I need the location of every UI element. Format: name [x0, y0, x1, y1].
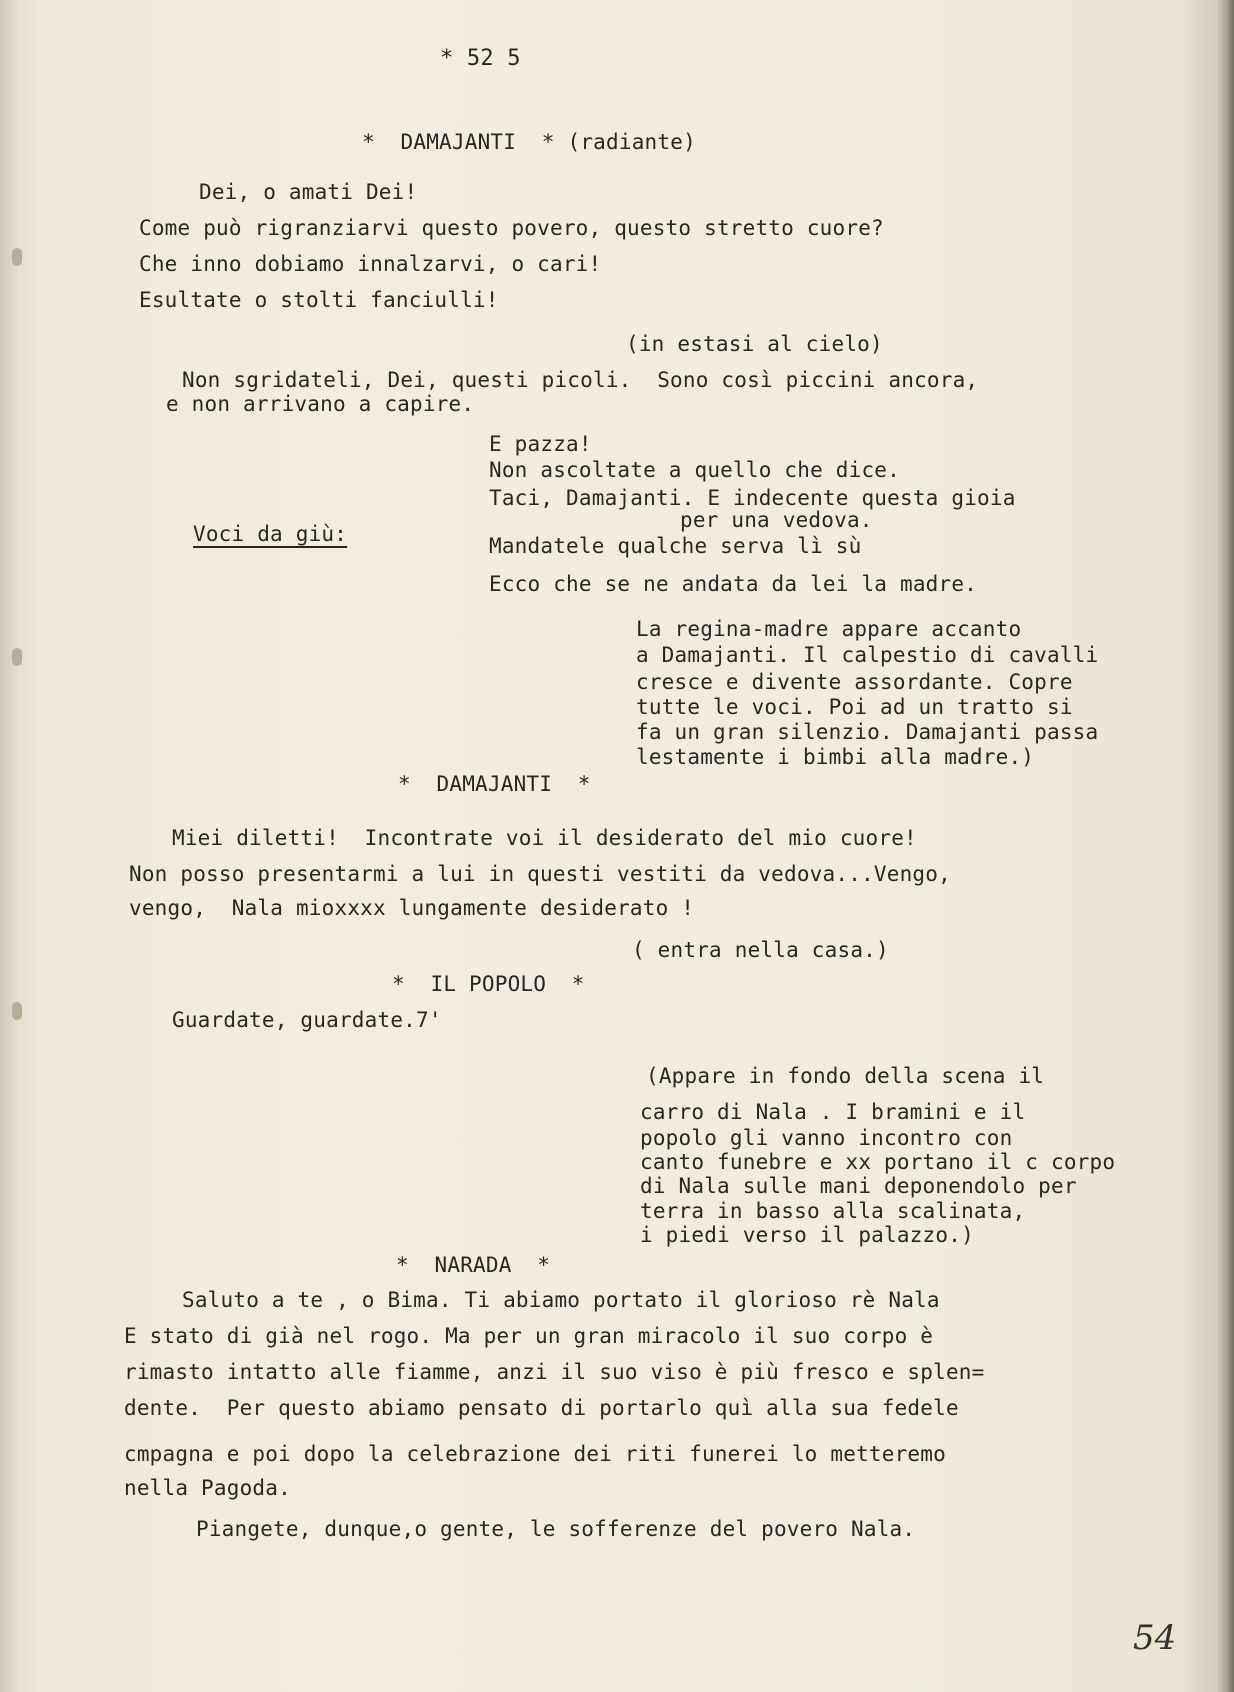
page-number: * 52 5	[440, 46, 521, 71]
dialogue-line: Non sgridateli, Dei, questi picoli. Sono così piccini ancora,	[182, 368, 979, 392]
stage-direction: lestamente i bimbi alla madre.)	[636, 745, 1035, 769]
dialogue-line: e non arrivano a capire.	[166, 392, 475, 416]
dialogue-line: rimasto intatto alle fiamme, anzi il suo viso è più fresco e splen=	[124, 1360, 985, 1384]
stage-direction: (Appare in fondo della scena il	[646, 1064, 1045, 1088]
speaker-heading: * DAMAJANTI * (radiante)	[362, 130, 696, 154]
stage-direction: cresce e divente assordante. Copre	[636, 670, 1073, 694]
speaker-heading: * NARADA *	[396, 1253, 551, 1277]
dialogue-line: Mandatele qualche serva lì sù	[489, 534, 862, 558]
stage-direction: (in estasi al cielo)	[626, 332, 883, 356]
dialogue-line: cmpagna e poi dopo la celebrazione dei riti funerei lo metteremo	[124, 1442, 946, 1466]
dialogue-line: Piangete, dunque,o gente, le sofferenze del povero Nala.	[196, 1517, 916, 1541]
stage-direction: ( entra nella casa.)	[632, 938, 889, 962]
dialogue-line: Che inno dobiamo innalzarvi, o cari!	[139, 252, 602, 276]
dialogue-line: Non posso presentarmi a lui in questi vestiti da vedova...Vengo,	[129, 862, 951, 886]
dialogue-line: Saluto a te , o Bima. Ti abiamo portato il glorioso rè Nala	[182, 1288, 940, 1312]
dialogue-line: Taci, Damajanti. E indecente questa gioia	[489, 486, 1016, 510]
dialogue-line: Non ascoltate a quello che dice.	[489, 458, 900, 482]
dialogue-line: E stato di già nel rogo. Ma per un gran miracolo il suo corpo è	[124, 1324, 934, 1348]
stage-direction: di Nala sulle mani deponendolo per	[640, 1174, 1077, 1198]
dialogue-line: vengo, Nala mioxxxx lungamente desiderato !	[129, 896, 695, 920]
dialogue-line: nella Pagoda.	[124, 1476, 291, 1500]
stage-direction: canto funebre e xx portano il c corpo	[640, 1150, 1116, 1174]
dialogue-line: Miei diletti! Incontrate voi il desiderato del mio cuore!	[172, 826, 917, 850]
dialogue-line: E pazza!	[489, 432, 592, 456]
dialogue-line: Come può rigranziarvi questo povero, questo stretto cuore?	[139, 216, 884, 240]
stage-direction: La regina-madre appare accanto	[636, 617, 1022, 641]
binding-hole	[12, 1002, 22, 1020]
stage-direction: tutte le voci. Poi ad un tratto si	[636, 695, 1073, 719]
dialogue-line: Esultate o stolti fanciulli!	[139, 288, 499, 312]
speaker-heading: * DAMAJANTI *	[398, 772, 591, 796]
speaker-heading: * IL POPOLO *	[392, 972, 585, 996]
binding-hole	[12, 248, 22, 266]
stage-direction: i piedi verso il palazzo.)	[640, 1223, 974, 1247]
stage-direction: popolo gli vanno incontro con	[640, 1126, 1013, 1150]
stage-direction: carro di Nala . I bramini e il	[640, 1100, 1026, 1124]
handwritten-page-number: 54	[1133, 1618, 1177, 1658]
stage-direction: terra in basso alla scalinata,	[640, 1199, 1026, 1223]
binding-hole	[12, 648, 22, 666]
dialogue-line: Dei, o amati Dei!	[199, 180, 418, 204]
stage-direction: a Damajanti. Il calpestio di cavalli	[636, 643, 1099, 667]
dialogue-line: dente. Per questo abiamo pensato di portarlo quì alla sua fedele	[124, 1396, 959, 1420]
stage-direction: fa un gran silenzio. Damajanti passa	[636, 720, 1099, 744]
dialogue-line: Guardate, guardate.7'	[172, 1008, 442, 1032]
speaker-label: Voci da giù:	[193, 522, 348, 546]
page-right-edge	[1216, 0, 1234, 1692]
dialogue-line: per una vedova.	[680, 508, 873, 532]
dialogue-line: Ecco che se ne andata da lei la madre.	[489, 572, 978, 596]
